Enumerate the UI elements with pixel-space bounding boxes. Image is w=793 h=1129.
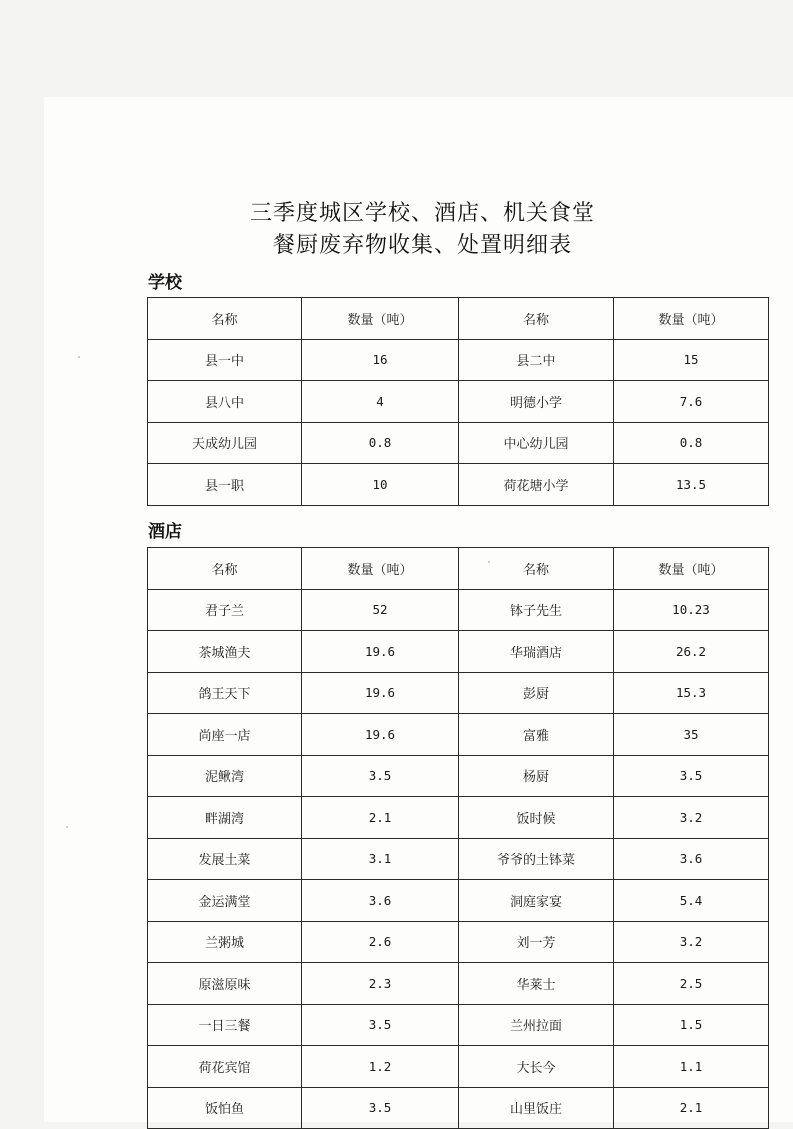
section-heading-schools: 学校 xyxy=(148,273,182,293)
cell-quantity: 1.1 xyxy=(614,1046,769,1088)
table-row xyxy=(148,631,769,673)
column-header-quantity: 数量（吨） xyxy=(614,298,769,340)
cell-name: 刘一芳 xyxy=(459,921,614,963)
cell-quantity: 3.5 xyxy=(302,1087,459,1129)
table-row xyxy=(148,672,769,714)
column-header-name: 名称 xyxy=(148,298,302,340)
cell-name: 尚座一店 xyxy=(148,714,302,756)
cell-quantity: 13.5 xyxy=(614,464,769,506)
table-row xyxy=(148,880,769,922)
cell-quantity: 19.6 xyxy=(302,672,459,714)
cell-quantity: 3.2 xyxy=(614,921,769,963)
table-header-row xyxy=(148,298,769,340)
cell-quantity: 0.8 xyxy=(614,422,769,464)
cell-name: 天成幼儿园 xyxy=(148,422,302,464)
cell-name: 中心幼儿园 xyxy=(459,422,614,464)
cell-quantity: 52 xyxy=(302,589,459,631)
column-header-name: 名称 xyxy=(459,298,614,340)
table-row xyxy=(148,381,769,423)
cell-quantity: 10 xyxy=(302,464,459,506)
cell-quantity: 2.3 xyxy=(302,963,459,1005)
cell-quantity: 15 xyxy=(614,339,769,381)
cell-quantity: 16 xyxy=(302,339,459,381)
cell-quantity: 3.6 xyxy=(614,838,769,880)
cell-name: 原滋原味 xyxy=(148,963,302,1005)
column-header-name: 名称 xyxy=(459,548,614,590)
table-row xyxy=(148,797,769,839)
cell-quantity: 2.1 xyxy=(614,1087,769,1129)
cell-name: 金运满堂 xyxy=(148,880,302,922)
cell-name: 钵子先生 xyxy=(459,589,614,631)
cell-quantity: 7.6 xyxy=(614,381,769,423)
table-row xyxy=(148,422,769,464)
cell-name: 华莱士 xyxy=(459,963,614,1005)
cell-name: 山里饭庄 xyxy=(459,1087,614,1129)
scan-speck xyxy=(488,561,490,563)
column-header-quantity: 数量（吨） xyxy=(302,298,459,340)
table-row xyxy=(148,589,769,631)
cell-name: 县一职 xyxy=(148,464,302,506)
table-row xyxy=(148,714,769,756)
cell-quantity: 26.2 xyxy=(614,631,769,673)
section-heading-hotels: 酒店 xyxy=(148,522,182,542)
cell-name: 彭厨 xyxy=(459,672,614,714)
cell-quantity: 3.1 xyxy=(302,838,459,880)
table-row xyxy=(148,963,769,1005)
cell-quantity: 3.2 xyxy=(614,797,769,839)
table-row xyxy=(148,921,769,963)
table-row xyxy=(148,1087,769,1129)
cell-quantity: 1.2 xyxy=(302,1046,459,1088)
table-row xyxy=(148,838,769,880)
cell-name: 明德小学 xyxy=(459,381,614,423)
cell-name: 兰粥城 xyxy=(148,921,302,963)
schools-table xyxy=(147,297,769,506)
document-title-line-2: 餐厨废弃物收集、处置明细表 xyxy=(272,233,572,258)
cell-quantity: 0.8 xyxy=(302,422,459,464)
cell-quantity: 4 xyxy=(302,381,459,423)
cell-name: 县二中 xyxy=(459,339,614,381)
table-row xyxy=(148,1004,769,1046)
cell-name: 大长今 xyxy=(459,1046,614,1088)
scan-speck xyxy=(78,356,80,358)
cell-name: 县一中 xyxy=(148,339,302,381)
hotels-table xyxy=(147,547,769,1129)
cell-name: 发展土菜 xyxy=(148,838,302,880)
cell-quantity: 1.5 xyxy=(614,1004,769,1046)
cell-name: 杨厨 xyxy=(459,755,614,797)
cell-name: 茶城渔夫 xyxy=(148,631,302,673)
cell-quantity: 3.5 xyxy=(302,1004,459,1046)
cell-name: 君子兰 xyxy=(148,589,302,631)
cell-quantity: 15.3 xyxy=(614,672,769,714)
cell-quantity: 2.5 xyxy=(614,963,769,1005)
cell-name: 荷花塘小学 xyxy=(459,464,614,506)
cell-quantity: 2.1 xyxy=(302,797,459,839)
table-row xyxy=(148,755,769,797)
cell-quantity: 35 xyxy=(614,714,769,756)
document-title-line-1: 三季度城区学校、酒店、机关食堂 xyxy=(249,201,595,226)
cell-name: 泥鳅湾 xyxy=(148,755,302,797)
cell-quantity: 3.5 xyxy=(302,755,459,797)
table-row xyxy=(148,464,769,506)
table-row xyxy=(148,339,769,381)
column-header-quantity: 数量（吨） xyxy=(614,548,769,590)
cell-name: 兰州拉面 xyxy=(459,1004,614,1046)
cell-name: 洞庭家宴 xyxy=(459,880,614,922)
table-header-row xyxy=(148,548,769,590)
cell-name: 县八中 xyxy=(148,381,302,423)
cell-quantity: 19.6 xyxy=(302,631,459,673)
cell-quantity: 3.5 xyxy=(614,755,769,797)
cell-name: 畔湖湾 xyxy=(148,797,302,839)
cell-quantity: 10.23 xyxy=(614,589,769,631)
cell-name: 饭时候 xyxy=(459,797,614,839)
cell-quantity: 3.6 xyxy=(302,880,459,922)
cell-quantity: 5.4 xyxy=(614,880,769,922)
cell-name: 富雅 xyxy=(459,714,614,756)
cell-quantity: 2.6 xyxy=(302,921,459,963)
table-row xyxy=(148,1046,769,1088)
cell-name: 一日三餐 xyxy=(148,1004,302,1046)
column-header-name: 名称 xyxy=(148,548,302,590)
column-header-quantity: 数量（吨） xyxy=(302,548,459,590)
cell-name: 鸽王天下 xyxy=(148,672,302,714)
cell-name: 饭怕鱼 xyxy=(148,1087,302,1129)
cell-name: 华瑞酒店 xyxy=(459,631,614,673)
scan-speck xyxy=(66,826,68,828)
cell-name: 爷爷的土钵菜 xyxy=(459,838,614,880)
cell-quantity: 19.6 xyxy=(302,714,459,756)
cell-name: 荷花宾馆 xyxy=(148,1046,302,1088)
